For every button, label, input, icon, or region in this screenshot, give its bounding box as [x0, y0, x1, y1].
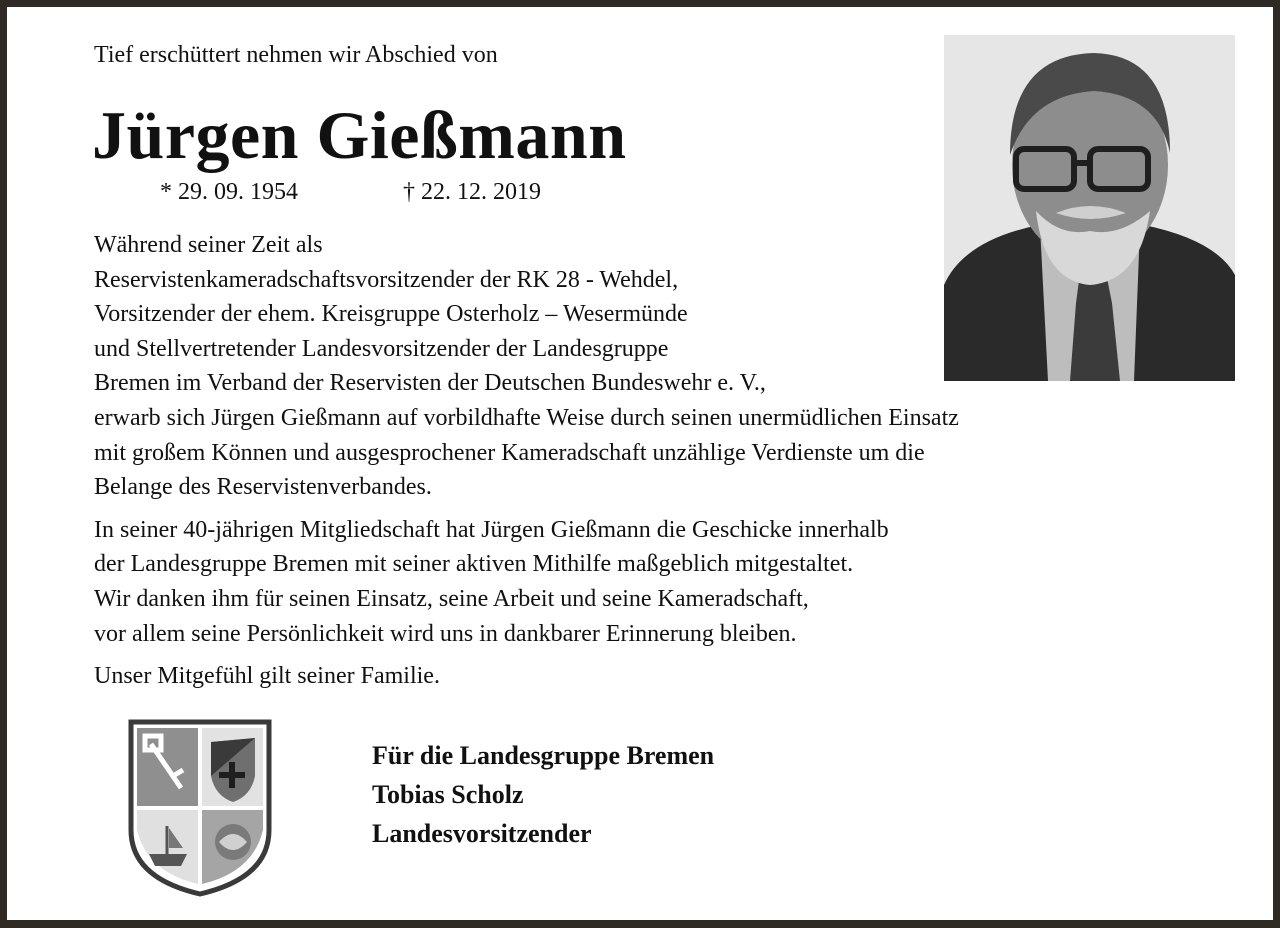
- text-line: Unser Mitgefühl gilt seiner Familie.: [94, 663, 440, 690]
- tribute-text: [94, 228, 1174, 702]
- coat-of-arms-image: [127, 718, 273, 898]
- text-line: Bremen im Verband der Reservisten der Deutschen Bundeswehr e. V.,: [94, 370, 766, 397]
- signature-organization: Für die Landesgruppe Bremen: [372, 741, 715, 770]
- paragraph-3: [94, 659, 1174, 694]
- text-line: Vorsitzender der ehem. Kreisgruppe Osterholz – Wesermünde: [94, 301, 688, 328]
- paragraph-2: [94, 513, 1174, 651]
- deceased-name: Jürgen Gießmann: [92, 97, 627, 173]
- text-line: mit großem Können und ausgesprochener Kameradschaft unzählige Verdienste um die: [94, 439, 925, 466]
- birth-date: * 29. 09. 1954: [160, 179, 298, 205]
- text-line: erwarb sich Jürgen Gießmann auf vorbildhafte Weise durch seinen unermüdlichen Einsatz: [94, 404, 959, 431]
- paragraph-1: [94, 228, 1174, 505]
- text-line: In seiner 40-jährigen Mitgliedschaft hat Jürgen Gießmann die Geschicke innerhalb: [94, 516, 889, 543]
- text-line: Wir danken ihm für seinen Einsatz, seine Arbeit und seine Kameradschaft,: [94, 585, 809, 612]
- signature-person: Tobias Scholz: [372, 780, 524, 809]
- text-line: vor allem seine Persönlichkeit wird uns in dankbarer Erinnerung bleiben.: [94, 620, 797, 647]
- signature-role: Landesvorsitzender: [372, 819, 592, 848]
- text-line: Reservistenkameradschaftsvorsitzender der RK 28 - Wehdel,: [94, 266, 679, 293]
- death-date: † 22. 12. 2019: [403, 179, 541, 205]
- text-line: der Landesgruppe Bremen mit seiner aktiven Mithilfe maßgeblich mitgestaltet.: [94, 551, 854, 578]
- text-line: Belange des Reservistenverbandes.: [94, 474, 432, 501]
- signature-block: [372, 736, 714, 853]
- text-line: und Stellvertretender Landesvorsitzender der Landesgruppe: [94, 335, 669, 362]
- intro-line: Tief erschüttert nehmen wir Abschied von: [94, 42, 498, 68]
- text-line: Während seiner Zeit als: [94, 232, 323, 258]
